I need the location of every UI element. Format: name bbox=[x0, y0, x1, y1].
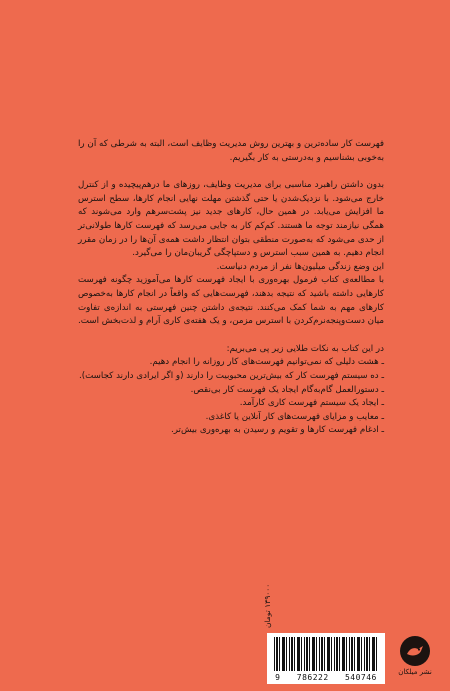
list-item: ـ ادغام فهرست کارها و تقویم و رسیدن به بهره‌وری بیش‌تر. bbox=[170, 425, 384, 436]
key-points-list bbox=[78, 356, 384, 438]
publisher-name: نشر میلکان bbox=[398, 668, 432, 676]
isbn-group-two: 540746 bbox=[344, 673, 377, 682]
isbn-barcode bbox=[267, 633, 385, 684]
list-item: ـ ایجاد یک سیستم فهرست کاری کارآمد. bbox=[239, 398, 384, 409]
blurb-problem: بدون داشتن راهبرد مناسبی برای مدیریت وظایف، روزهای ما درهم‌پیچیده و از کنترل خارج می‌شود. با نزدیک‌شدن یا حتی گذشتن مهلت نهایی انجام کارها، سطح استرس ما افزایش می‌یابد. در همین حال، کارهای جدید نیز پشت‌سرهم وارد می‌شوند که همگی نیازمند توجه ما هستند. کم‌کم کار به جایی می‌رسد که فهرست کارها طولانی‌تر از حدی می‌شود که به‌صورت منطقی بتوان انتظار داشت همه‌ی آن‌ها را در زمان مقرر انجام دهیم. به همین سبب استرس و دستپاچگی گریبان‌مان را می‌گیرد. bbox=[78, 180, 384, 259]
isbn-first-digit: 9 bbox=[275, 673, 281, 682]
publisher-logo bbox=[395, 635, 435, 683]
blurb-reality: این وضع زندگی میلیون‌ها نفر از مردم دنیاست. bbox=[216, 261, 384, 272]
price-label: ۱۳۹۰۰۰ تومان bbox=[263, 583, 272, 628]
barcode-bars bbox=[274, 637, 378, 671]
blurb-promise: با مطالعه‌ی کتاب فرمول بهره‌وری با ایجاد فهرست کارها می‌آموزید چگونه فهرست کارهایی داشته باشید که نتیجه بدهند، فهرست‌هایی که واقعاً در انجام کارها به‌خصوص کارهای مهم به شما کمک می‌کنند. نتیجه‌ی داشتن چنین فهرستی به اندازه‌ی تفاوت میان دست‌وپنجه‌نرم‌کردن با استرس مزمن، و یک هفته‌ی کاری آرام و لذت‌بخش است. bbox=[78, 275, 384, 327]
bird-circle-logo-icon bbox=[399, 635, 431, 667]
blurb-list-intro: در این کتاب به نکات طلایی زیر پی می‌بریم: bbox=[226, 343, 384, 354]
list-item: ـ معایب و مزایای فهرست‌های کار آنلاین یا کاغذی. bbox=[205, 411, 384, 422]
list-item: ـ ده سیستم فهرست کار که بیش‌ترین محبوبیت را دارند (و اگر ایرادی دارند کجاست). bbox=[78, 370, 384, 381]
isbn-digits bbox=[267, 673, 385, 682]
list-item: ـ هشت دلیلی که نمی‌توانیم فهرست‌های کار روزانه را انجام دهیم. bbox=[149, 357, 384, 368]
list-item: ـ دستورالعمل گام‌به‌گام ایجاد یک فهرست کار بی‌نقص. bbox=[190, 384, 384, 395]
blurb-intro: فهرست کار ساده‌ترین و بهترین روش مدیریت وظایف است، البته به شرطی که آن را به‌خوبی بشناسیم و به‌درستی به کار بگیریم. bbox=[78, 139, 384, 163]
back-cover-blurb bbox=[78, 138, 384, 438]
isbn-group-one: 786222 bbox=[296, 673, 329, 682]
